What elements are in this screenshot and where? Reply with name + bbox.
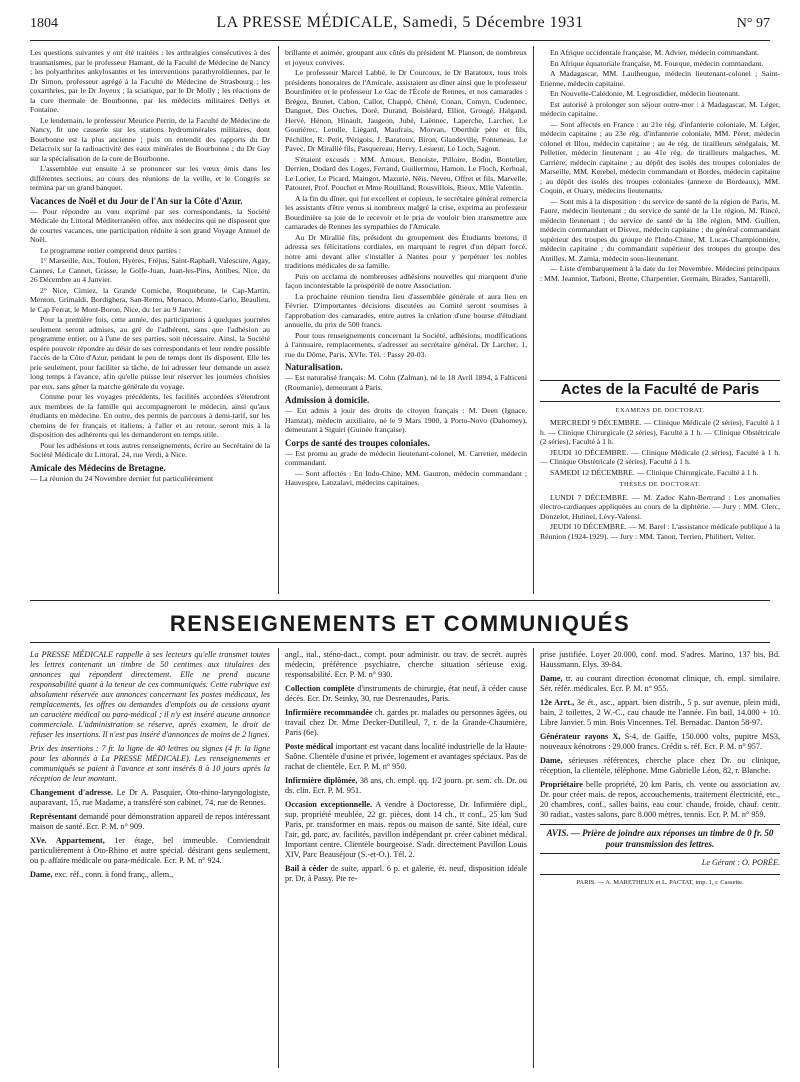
ads-intro: La PRESSE MÉDICALE rappelle à ses lecteurs qu'elle transmet toutes les lettres contenant un timbre de 50 centimes aux titulaires des annonces qui répondent directement. Elle ne prend aucune responsabilité quant à la teneur de ces communiqués. Cette rubrique est absolument réservée aux annonces concernant les postes médicaux, les remplacements, les offres ou demandes d'emplois ou de cessions ayant un caractère médical ou para-médical ; il n'y est inséré aucune annonce commerciale. L'administration se réserve, après examen, le droit de refuser les insertions. Il n'est pas inséré d'annonces de moins de 2 lignes. [30,650,270,739]
paragraph: — Liste d'embarquement à la date du 1er Novembre. Médecins principaux : MM. Jeanniot, Tarboni, Brette, Charpentier, Germain, Birades, Santarelli. [540,264,780,283]
avis-notice: AVIS. — Prière de joindre aux réponses un timbre de 0 fr. 50 pour transmission des lettres. [540,824,780,854]
exam-entry: MERCREDI 9 DÉCEMBRE. — Clinique Médicale (2 séries), Faculté à 1 h. — Clinique Chirurgicale (2 séries), Faculté à 1 h. — Clinique Obstétricale (2 séries), Faculté à 1 h. [540,418,780,446]
paragraph: — Est admis à jouir des droits de citoyen français : M. Deen (Ignace, Hamzat), médecin auxiliaire, né le 9 Mars 1900, à Porto-Novo (Dahomey), demeurant à Siguiri (Guinée française). [285,406,527,434]
ads-column-1 [30,650,270,884]
section-heading-corps: Corps de santé des troupes coloniales. [285,437,430,448]
paragraph: Pour les adhésions et tous autres renseignements, écrire au Secrétaire de la Société Médicale du Littoral, 24, rue Verdi, à Nice. [30,440,270,459]
paragraph: — Sont mis à la disposition : du service de santé de la région de Paris, M. Faure, médecin lieutenant ; du service de santé de la 11e région, M. Rincé, médecin lieutenant ; du service de santé de la 18e région, MM. Guillen, médecin commandant et Disvez, médecin capitaine ; du général commandant supérieur des troupes du groupe de l'Indo-Chine, M. Lucas-Championnière, médecin capitaine ; du commandant supérieur des troupes du groupe des Antilles, M. Zamia, médecin sous-lieutenant. [540,196,780,263]
paragraph: — Est promu au grade de médecin lieutenant-colonel, M. Carretier, médecin commandant. [285,448,527,467]
section-heading-amicale: Amicale des Médecins de Bretagne. [30,462,166,473]
subheading-examens: EXAMENS DE DOCTORAT. [615,406,705,414]
section-heading-naturalisation: Naturalisation. [285,362,343,372]
faculte-title: Actes de la Faculté de Paris [560,381,760,398]
thesis-entry: JEUDI 10 DÉCEMBRE. — M. Barel : L'assistance médicale publique à la Réunion (1924-1929). — Jury : MM. Tanon, Terrien, Philibert, Velter. [540,522,780,541]
thesis-entry: LUNDI 7 DÉCEMBRE. — M. Zadoc Kahn-Bertrand : Les anomalies électro-cardiaques appliquées au cours de la diphtérie. — Jury : MM. Clerc, Donzelot, Hutinel, Lévy-Valensi. [540,492,780,521]
classified-ad: Bail à céder de suite, apparl. 6 p. et galerie, ét. neuf, disposition idéale pr. Dr, à Passy. Pte re- [285,864,527,883]
classified-ad: 12e Arrt., 3e ét., asc., appart. bien distrib., 5 p. sur avenue, plein midi, bain, 2 toilettes, 2 W.-C., cau chaude tte l'année. Fin bail, 14.000 + 10. Libre Janvier. 5 min. Bois Vincennes. Tél. Bernadac. Danton 58-97. [540,698,780,727]
column-3 [540,48,780,284]
classified-ad: Infirmière diplômée, 38 ans, ch. empl. qq. 1/2 journ. pr. sem. ch. Dr. ou ds. clin. Ecr. P. M. 951. [285,776,527,795]
classified-ad: Poste médical important est vacant dans localité industrielle de la Haute-Saône. Clientèle d'usine et privée, logement et avantages spéciaux. Pas de rachat de clientèle. Ecr. P. M. n° 950. [285,742,527,771]
classified-ad: Dame, tr. au courant direction économat clinique, ch. empl. similaire. Sér. référ. médicales. Ecr. P. M. n° 955. [540,674,780,693]
paragraph: — Sont affectés en France : au 21e rég. d'infanterie coloniale, M. Léger, médecin capitaine ; au 23e rég. d'infanterie coloniale, MM. Péret, médecin colonel et Illou, médecin capitaine ; au 4e rég. de tirailleurs sénégalais, M. Pelletier, médecin lieutenant ; au 41e rég. de tirailleurs malgaches, M. Carrière, médecin capitaine ; au dépôt des isolés des troupes coloniales de Marseille, MM. Kerebel, médecin commandant et Bordes, médecin capitaine ; au dépôt des isolés des troupes coloniales (annexe de Bordeaux), MM. Coquin, et Ouary, médecins lieutenants. [540,119,780,195]
exam-entry: JEUDI 10 DÉCEMBRE. — Clinique Médicale (2 séries), Faculté à 1 h. — Clinique Obstétricale (2 séries), Faculté à 1 h. [540,447,780,466]
classified-ad: Représentant demandé pour démonstration appareil de repos intéressant maison de santé. Ecr. P. M. n° 909. [30,812,271,831]
paragraph: A la fin du dîner, qui fut excellent et copieux, le secrétaire général remercia les assistants d'être venus si nombreux malgré la crise, exprima au professeur Bourdinière sa joie de le recevoir et le pria de vouloir bien transmettre aux camarades de Rennes les sympathies de l'Amicale. [285,193,527,231]
paragraph: — Pour répondre au vœu exprimé par ses correspondants, la Société Médicale du Littoral Méditerranéen offre, aux médecins qui ne disposent que de courtes vacances, une participation réduite à son grand Voyage Annuel de Noël. [30,206,270,244]
paragraph: En Afrique équatoriale française, M. Fourque, médecin commandant. [550,58,764,68]
exam-entry: SAMEDI 12 DÉCEMBRE. — Clinique Chirurgicale, Faculté à 1 h. [550,467,759,477]
faculte-section [540,374,780,542]
paragraph: — Est naturalisé français: M. Cohn (Zalman), né le 18 Avril 1894, à Falticeni (Roumanie), demeurant à Paris. [285,373,527,392]
paragraph: 2° Nice, Cimiez, la Grande Corniche, Roquebrune, le Cap-Martin, Menton, Grimaldi, Bordighera, San-Remo, Monaco, Monte-Carlo, Beaulieu, le Cap Ferrat, le Mont-Boron, Nice, du 1er au 9 Janvier. [30,285,270,314]
ads-prices: Prix des insertions : 7 fr. la ligne de 40 lettres ou signes (4 fr. la ligne pour les abonnés à La PRESSE MÉDICALE). Les renseignements et communiqués se paient à l'avance et sont insérés 8 à 10 jours après la réception de leur montant. [30,744,270,783]
paragraph: Le professeur Marcel Labbé, le Dr Courcoux, le Dr Baratoux, tous trois présidents honoraires de l'Amicale, assistaient au dîner ainsi que le professeur Bourdinière et le professeur Le Gac de l'École de Rennes, et nos camarades : Brégez, Brunet, Cabon, Callot, Chappé, Chéné, Conan, Comyn, Cudennec, Danguet, Des Ouches, Doré, Durand, Boisléard, Elliot, Grougé, Halgand, Hervé, Hénon, Hinault, Jaugeon, Jubé, Laënnec, Laperche, Larcher, Le Gourièrec, Letulle, Liégard, Maufrais, Morvan, Oberthür père et fils, Péchillot, R. Petit, Périgois, J. Baratoux, Biron, Glandeville, Fonteneau, Le Pavec, Dr Mirallié fils, Pasquereau, Hervy, Lesueur, Le Loch, Sagout. [285,68,527,153]
column-divider [278,46,279,594]
divider [30,642,770,643]
column-1 [30,48,270,484]
classified-ad: Occasion exceptionnelle. A vendre à Doctoresse, Dr. Infirmière dipl., sup. propriété meublée, 22 gr. pièces, dont 14 ch., tt conf., 25 km Sud Paris, pr. transformer en mais. repos ou maison de santé. Site idéal, cure l'air, gd. parc, av. facilités, pavillon indépendant pr. créer cabinet médical. Important centre. Clientèle bourgeoise. S'adr. directement Pavillon Louis XIV, Parc Beauséjour (S.-et-O.). Tél. 2. [285,800,527,859]
divider [540,401,780,402]
subheading-theses: THÈSES DE DOCTORAT. [619,481,701,488]
issue-number: N° 97 [736,16,770,31]
paragraph: Puis on acclama de nombreuses adhésions nouvelles qui marquent d'une façon incontestable la prospérité de notre Association. [285,271,527,290]
paragraph: S'étaient excusés : MM. Arnoux, Benoiste, Pilloire, Bodin, Bontelier, Derrien, Dodard des Loges, Ferrand, Guillermou, Hamon, Le Floch, Kerhoal, Le Lorier, Le Picard, Maingot, Mazurié, Nêis, Neveu, Offret et fils, Marvelle, Patouret, Prof. Pouchet et Mme Rouilland, Rousvillois, Rieux, Mlle Valentin. [285,154,527,192]
paragraph: En Afrique occidentale française, M. Advier, médecin commandant. [550,48,760,57]
column-divider [533,648,534,1068]
classified-ad: angl., ital., sténo-dact., compt. pour administr. ou trav. de secrét. auprès médecin, préférence psychiatre, cherche situation sérieuse exig. responsabilité. Ecr. P. M. n° 930. [285,650,527,679]
paragraph: Au Dr Mirallié fils, président du groupement des Étudiants bretons, il adressa ses félicitations cordiales, en marquant le regret d'un départ forcé, notre ami devant aller s'installer à Nantes pour y perpétuer les nobles traditions médicales de sa famille. [285,232,527,270]
classified-ad: XVe. Appartement, 1er étage, bel immeuble. Conviendrait particulièrement à Oto-Rhino et autre spécial. désirant gens seulement, ou p. affaire médicale ou para-médicale. Ecr. P. M. n° 924. [30,836,271,865]
printer-imprint: PARIS. — A. MARETHEUX et L. PACTAT, imp. 1, r. Cassette. [540,874,780,888]
paragraph: Le lendemain, le professeur Meurice Perrin, de la Faculté de Médecine de Nancy, fit une causerie sur les stations hydrominérales militaires, dont Bourbonne est la plus ancienne ; puis on entendit des rapports du Dr Delacroix sur la radioactivité des eaux minérales de Bourbonne ; du Dr Gay sur la spécialisation de la cure de Bourbonne. [30,115,270,163]
page-number: 1804 [30,16,58,31]
classified-ad: Propriétaire belle propriété, 20 km Paris, ch. vente ou association av. Dr. pour créer mais. de repos, accouchements, traitement électricité, etc., 20 chambres, conf., salles bains, eau cour. chaude, froide, chauf. centr. 30 radiat., vastes salons, parc 8.000 mètres, tennis. Ecr. P. M. n° 959. [540,780,780,819]
gerant-signature: Le Gérant : O. PORÉE. [701,858,780,867]
classified-ad: Générateur rayons X, S-4, de Gaiffe, 150.000 volts, pupitre MS3, nouveaux kénotrons : 29.000 francs. Crédit s. réf. Ecr. P. M. n° 957. [540,732,781,751]
classified-ad: Dame, exc. réf., conn. à fond franç., allem., [30,870,174,879]
journal-title: LA PRESSE MÉDICALE, Samedi, 5 Décembre 1931 [216,14,584,31]
classified-ad: Changement d'adresse. Le Dr A. Pasquier, Oto-rhino-laryngologiste, auparavant, 15, rue Madame, a transféré son cabinet, 74, rue de Rennes. [30,788,270,807]
classified-ad: Dame, sérieuses références, cherche place chez Dr. ou clinique, réception, la clientèle, téléphone. Mme Gabrielle Léon, 82, r. Blanche. [540,756,781,775]
column-2 [285,48,527,489]
paragraph: 1° Marseille, Aix, Toulon, Hyères, Fréjus, Saint-Raphaël, Valescure, Agay, Cannes, Le Cannet, Grasse, le Golfe-Juan, Juan-les-Pins, Antibes, Nice, du 26 Décembre au 4 Janvier. [30,256,270,284]
paragraph: Le programme entier comprend deux parties : [40,245,181,255]
paragraph: Est autorisé à prolonger son séjour outre-mer : à Madagascar, M. Léger, médecin capitaine. [540,99,780,118]
paragraph: Pour tous renseignements concernant la Société, adhésions, modifications à l'annuaire, remplacements, s'adresser au secrétaire général, Dr Larcher, 1, rue du Dôme, Paris, XVIe. Tél. : Passy 20-03. [285,330,527,359]
classified-ad: Infirmière recommandée ch. gardes pr. malades ou personnes âgées, ou travail chez Dr. Mme Decker-Dutilleul, 7, r. de la Grande-Chaumière, Paris (6e). [285,708,527,737]
page-header [30,10,770,41]
paragraph: Les questions suivantes y ont été traitées : les arthralgies consécutives à des traumatismes, par le professeur Hamant, de la Faculté de Médecine de Nancy ; les polyarthrites ankylosantes et les interventions parathyroïdiennes, par le Dr Simon, professeur agrégé à la Faculté de Médecine de Strasbourg ; les coxarthries, par le Dr Joyeux ; la sciatique, par le Dr Molly ; les réactions de la cure thermale de Bourbonne, par les médecins militaires Dellys et Fontaine. [30,48,270,114]
classified-ad: prise justifiée. Loyer 20.000, conf. mod. S'adres. Marino, 137 bis, Bd. Haussmann. Elys. 39-84. [540,650,780,669]
paragraph: — Sont affectés : En Indo-Chine, MM. Gautron, médecin commandant ; Hauvespre, Lanzalavi, médecins capitaines. [285,468,527,487]
column-divider [278,648,279,1068]
divider [30,600,770,601]
column-divider [533,46,534,594]
ads-column-3 [540,650,780,888]
section-heading-admission: Admission à domicile. [285,395,370,405]
classified-ad: Collection complète d'instruments de chirurgie, état neuf, à céder cause décès. Ecr. Dr. Seinky, 30, rue Desrenaudes, Paris. [285,684,528,703]
section-title-renseignements: RENSEIGNEMENTS ET COMMUNIQUÉS [169,611,631,636]
paragraph: A Madagascar, MM. Laulheugue, médecin lieutenant-colonel ; Saint-Etienne, médecin capitaine. [540,69,780,88]
section-heading-vacances: Vacances de Noël et du Jour de l'An sur la Côte d'Azur. [30,195,243,206]
paragraph: En Nouvelle-Calédonie, M. Legrosdidier, médecin lieutenant. [550,89,740,98]
paragraph: La prochaine réunion tiendra lieu d'assemblée générale et aura lieu en Février. D'importantes décisions discutées au Comité seront soumises à l'approbation des camarades, entre autres la création d'une bourse d'étudiant annuelle, du prix de 500 francs. [285,291,527,329]
paragraph: Pour la première fois, cette année, des participations à quelques journées seulement seront admises, au gré de l'adhérent, sans que l'adhésion au programme entier, ou à l'une de ses parties, soit nécessaire. Ainsi, la Société espère pouvoir répondre au désir de ses correspondants et leur rendre possible l'accès de la Côte d'Azur, pendant le peu de temps dont ils disposent. Elle les prie seulement, pour faciliter sa tâche, de lui adresser leur demande un assez long temps à l'avance, afin qu'elle puisse leur réserver les journées choisies par eux, sans gêner la marche générale du voyage. [30,315,270,391]
paragraph: L'assemblée eut ensuite à se prononcer sur les vœux émis dans les différentes sections, au cours des réunions de la veille, et le Congrès se termina par un grand banquet. [30,164,270,192]
ads-column-2 [285,650,527,888]
paragraph: brillante et animée, groupant aux côtés du président M. Planson, de nombreux et joyeux convives. [285,48,527,67]
paragraph: Comme pour les voyages précédents, les facilités accordées s'étendront aux membres de la famille qui accompagneront le médecin, ainsi qu'aux étudiants en médecine. En outre, des permis de parcours à demi-tarif, sur les chemins de fer français et italiens, à l'aller et au retour, seront mis à la disposition des adhérents qui les demanderont en temps utile. [30,392,270,439]
paragraph: — La réunion du 24 Novembre dernier fut particulièrement [30,473,214,483]
